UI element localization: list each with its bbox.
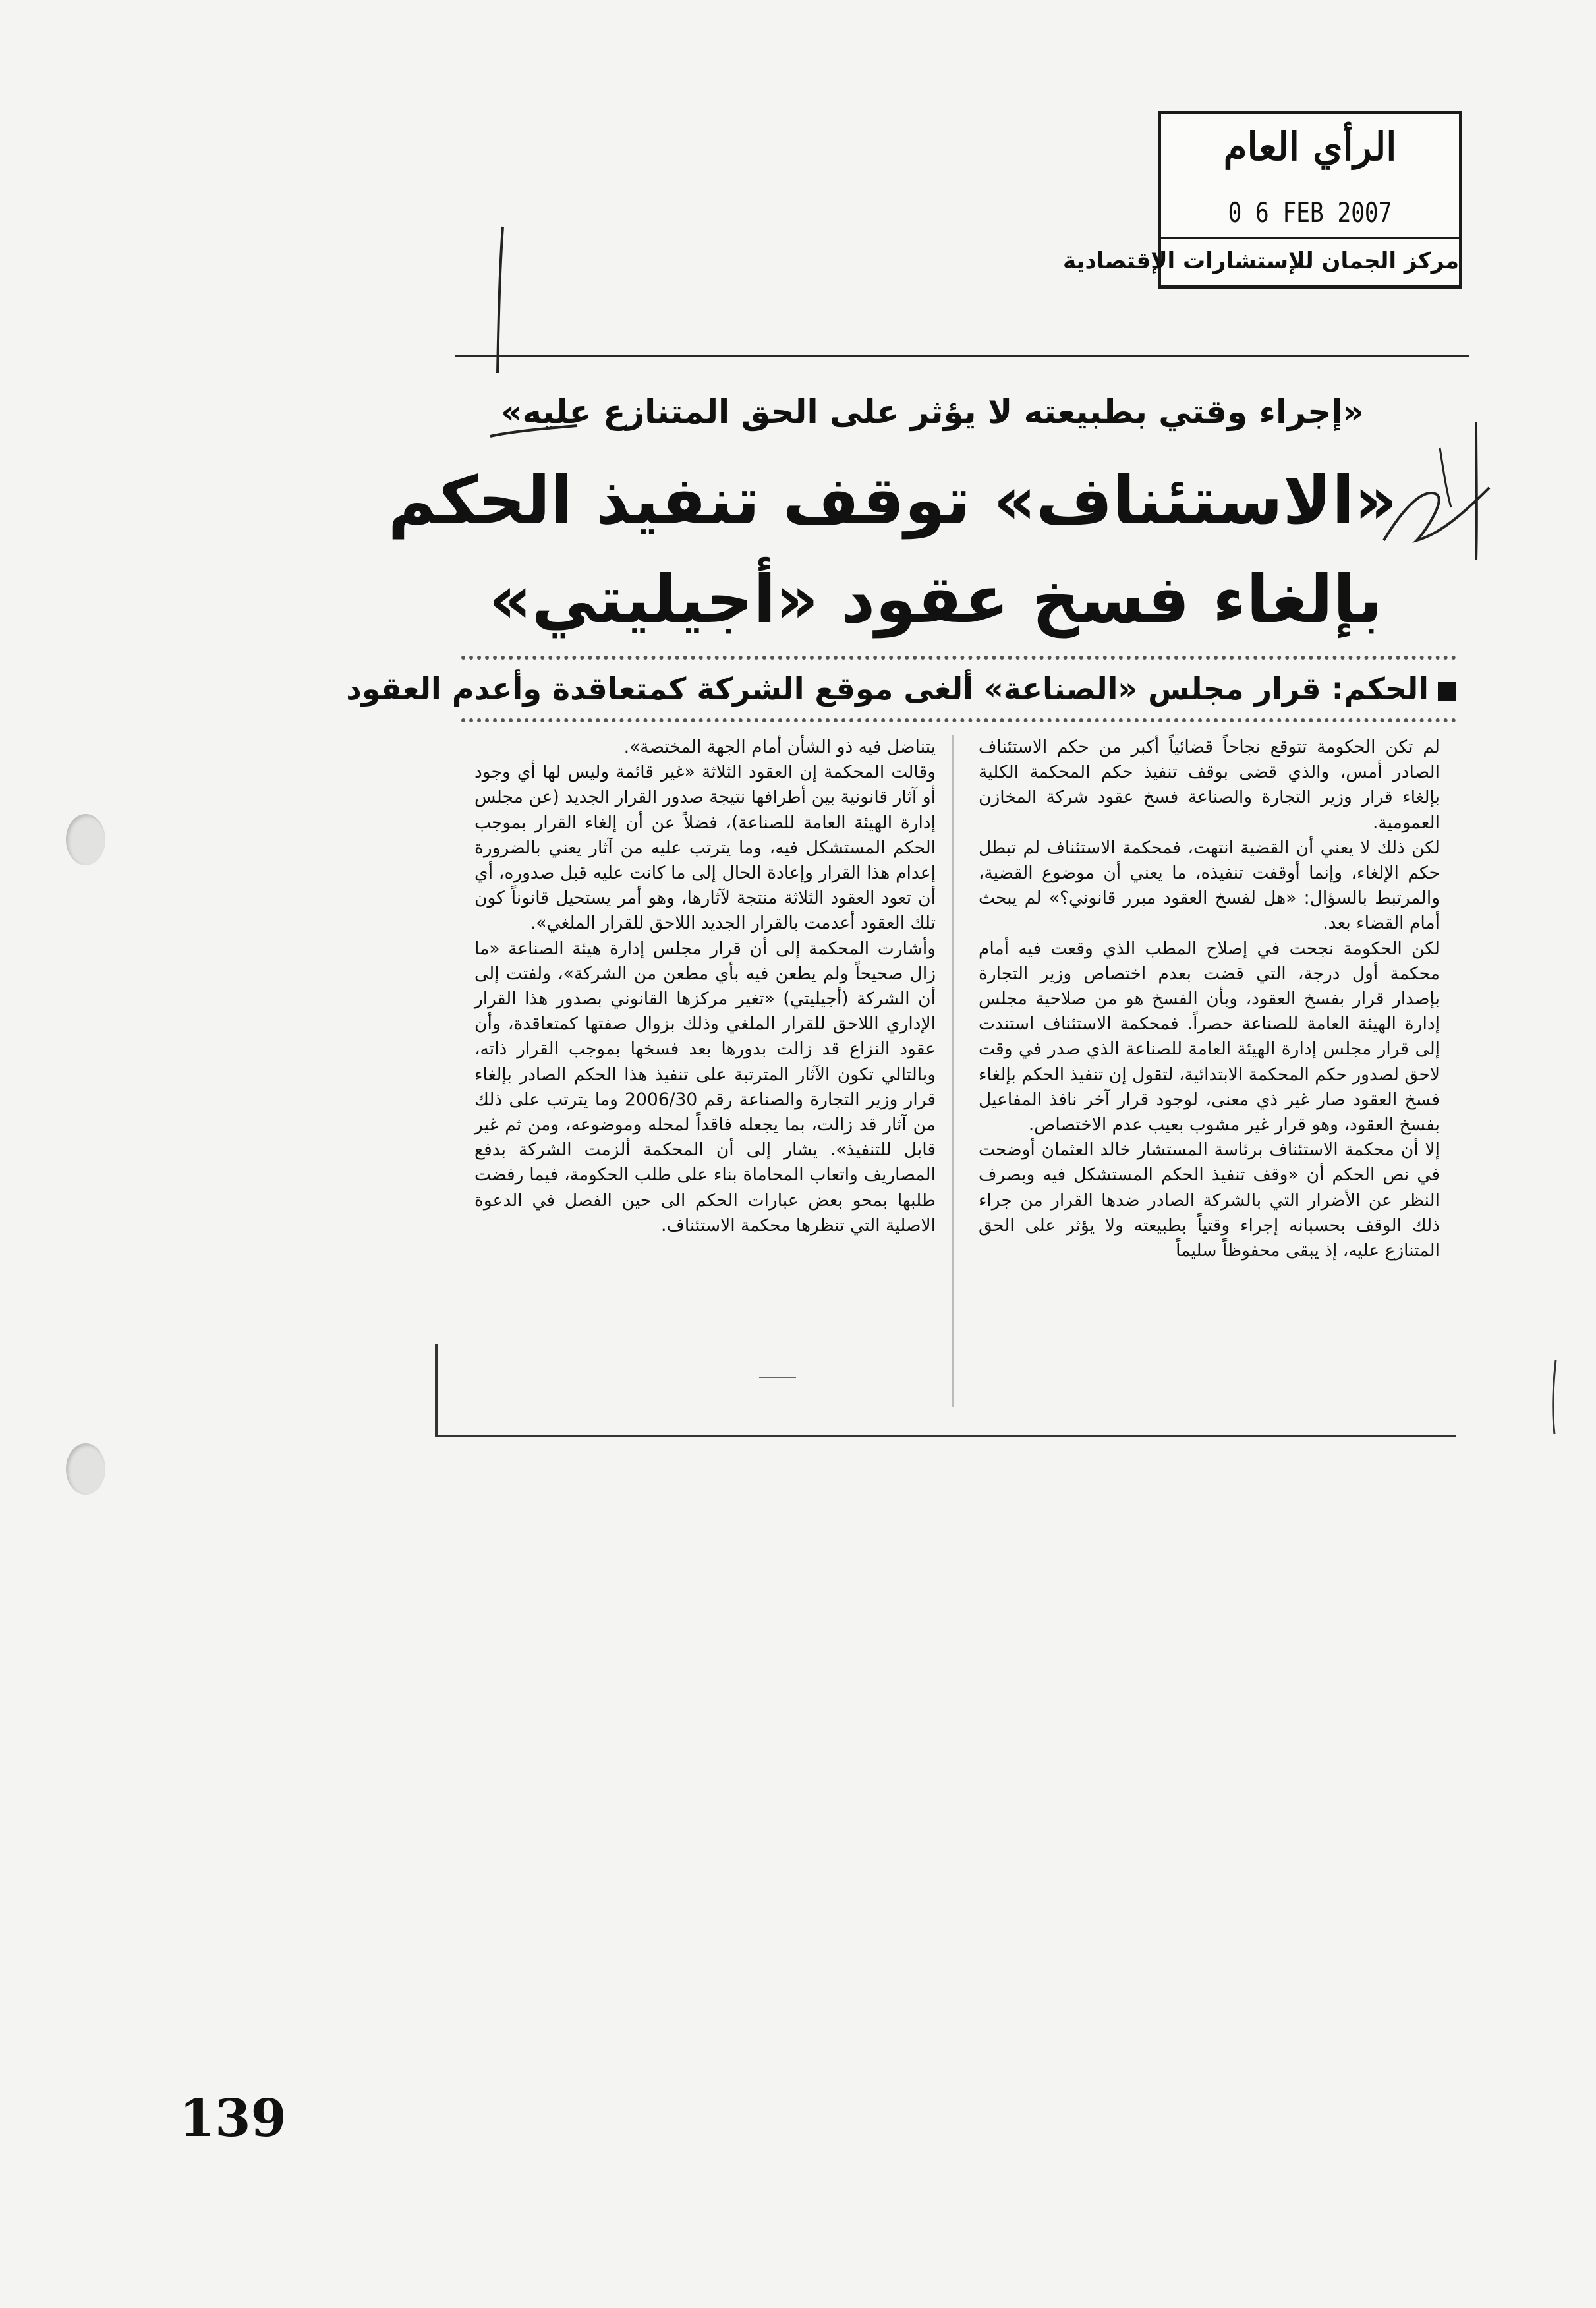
- pen-mark: [758, 1371, 797, 1384]
- square-bullet-icon: [1438, 682, 1456, 701]
- article-kicker: «إجراء وقتي بطبيعته لا يؤثر على الحق المتنازع عليه»: [501, 393, 1364, 431]
- paragraph: لم تكن الحكومة تتوقع نجاحاً قضائياً أكبر من حكم الاستئناف الصادر أمس، والذي قضى بوقف تنفيذ حكم المحكمة الكلية بإلغاء قرار وزير التجارة والصناعة فسخ عقود شركة المخازن العمومية.: [979, 737, 1440, 833]
- paragraph: يتناضل فيه ذو الشأن أمام الجهة المختصة».: [623, 737, 936, 757]
- paragraph: وقالت المحكمة إن العقود الثلاثة «غير قائمة وليس لها أي وجود أو آثار قانونية بين أطرافها نتيجة صدور القرار الجديد (عن مجلس إدارة الهيئة العامة للصناعة)، فضلاً عن أن إلغاء القرار بموجب الحكم المستشكل فيه، وما يترتب عليه من آثار يعني بالضرورة إعدام هذا القرار وإعادة الحال إلى ما كانت عليه قبل صدوره، أي أن تعود العقود الثلاثة منتجة لآثارها، وهو أمر يستحيل قانوناً كون تلك العقود أعدمت بالقرار الجديد اللاحق للقرار الملغي».: [474, 762, 936, 934]
- headline-line-2: بإلغاء فسخ عقود «أجيليتي»: [489, 561, 1382, 638]
- column-divider: [952, 735, 954, 1407]
- headline-line-1: «الاستئناف» توقف تنفيذ الحكم: [387, 462, 1397, 539]
- clipping-frame-left: [435, 1344, 438, 1437]
- handwritten-initials: [1377, 409, 1509, 567]
- header-rule: [455, 355, 1469, 357]
- paragraph: لكن الحكومة نجحت في إصلاح المطب الذي وقعت فيه أمام محكمة أول درجة، التي قضت بعدم اختصاص وزير التجارة بإصدار قرار بفسخ العقود، وبأن الفسخ هو من صلاحية مجلس إدارة الهيئة العامة للصناعة حصراً. فمحكمة الاستئناف استندت إلى قرار مجلس إدارة الهيئة العامة للصناعة الذي صدر في وقت لاحق لصدور حكم المحكمة الابتدائية، لتقول إن تنفيذ الحكم بإلغاء فسخ العقود صار غير ذي معنى، لوجود قرار آخر نافذ المفاعيل بفسخ العقود، وهو قرار غير مشوب بعيب عدم الاختصاص.: [979, 938, 1440, 1136]
- article-subhead: [346, 660, 1456, 717]
- paragraph: وأشارت المحكمة إلى أن قرار مجلس إدارة هيئة الصناعة «ما زال صحيحاً ولم يطعن فيه بأي مطعن من الشركة»، ولفتت إلى أن الشركة (أجيليتي) «تغير مركزها القانوني بصدور هذا القرار الإداري اللاحق للقرار الملغي وذلك بزوال صفتها كمتعاقدة، وأن عقود النزاع قد زالت بدورها بعد فسخها بموجب القرار ذاته، وبالتالي تكون الآثار المترتبة على تنفيذ هذا الحكم الصادر بإلغاء قرار وزير التجارة والصناعة رقم 2006/30 وما يترتب على ذلك من آثار قد زالت، بما يجعله فاقداً لمحله وموضوعه، ومن ثم غير قابل للتنفيذ». يشار إلى أن المحكمة ألزمت الشركة بدفع المصاريف واتعاب المحاماة بناء على طلب الحكومة، فيما رفضت طلبها بمحو بعض عبارات الحكم الى حين الفصل في الدعوة الاصلية التي تنظرها محكمة الاستئناف.: [474, 938, 936, 1236]
- article-column-left: [474, 735, 936, 1400]
- paragraph: لكن ذلك لا يعني أن القضية انتهت، فمحكمة الاستئناف لم تبطل حكم الإلغاء، وإنما أوقفت تنفيذه، ما يعني أن موضوع القضية، والمرتبط بالسؤال: «هل لفسخ العقود مبرر قانوني؟» لم يبحث أمام القضاء بعد.: [979, 837, 1440, 934]
- clipping-frame-bottom: [435, 1435, 1456, 1437]
- pen-mark: [1545, 1358, 1565, 1437]
- paragraph: إلا أن محكمة الاستئناف برئاسة المستشار خالد العثمان أوضحت في نص الحكم أن «وقف تنفيذ الحكم المستشكل فيه وبصرف النظر عن الأضرار التي بالشركة الصادر ضدها القرار من جراء ذلك الوقف بحسبانه إجراء وقتياً بطبيعته ولا يؤثر على الحق المتنازع عليه، إذ يبقى محفوظاً سليماً: [979, 1140, 1440, 1261]
- dotted-rule: [461, 718, 1456, 722]
- newspaper-name: الرأي العام: [1223, 125, 1397, 169]
- source-stamp: [1062, 111, 1462, 289]
- binder-hole: [66, 1443, 105, 1495]
- page-number: 139: [179, 2089, 287, 2149]
- pen-mark: [488, 422, 580, 442]
- stamp-date: 0 6 FEB 2007: [1228, 196, 1392, 229]
- pen-mark: [491, 224, 511, 376]
- article-column-right: [979, 735, 1440, 1400]
- source-center: مركز الجمان للإستشارات الإقتصادية: [1161, 237, 1459, 285]
- binder-hole: [66, 814, 105, 865]
- dotted-rule: [461, 656, 1456, 660]
- subhead-text: الحكم: قرار مجلس «الصناعة» ألغى موقع الشركة كمتعاقدة وأعدم العقود: [346, 671, 1429, 707]
